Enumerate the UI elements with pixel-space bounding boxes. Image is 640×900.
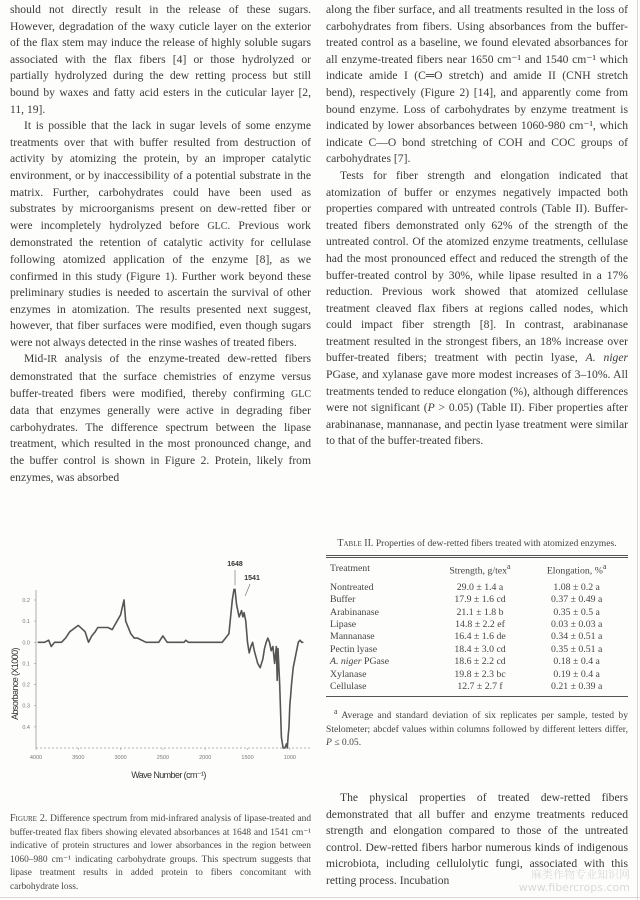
cell-elongation: 0.21 ± 0.39 a xyxy=(550,681,603,693)
header-elongation: Elongation, %$^a$ xyxy=(546,561,607,576)
figure-caption: Figure 2. Difference spectrum from mid-infrared analysis of lipase-treated and buffer-treated flax fibers showing elevated absorbances at 1648 and 1541 cm⁻¹ indicative of protein structures and lower absorbances in the region between 1060–980 cm⁻¹ indicating carbohydrate groups. This spectrum suggests that lipase treatment results in added protein to fibers concomitant with carbohydrate loss. xyxy=(10,813,312,892)
table-footnote: $^a$ Average and standard deviation of six replicates per sample, tested by Stelometer; abcdef values within columns followed by different letters differ, P ≤ 0.05. xyxy=(326,707,628,749)
table-row xyxy=(326,582,628,594)
x-tick-label: 3500 xyxy=(72,755,85,761)
table-row xyxy=(326,644,628,656)
cell-treatment: Pectin lyase xyxy=(330,643,378,655)
y-tick-label: 0.0 xyxy=(22,640,30,647)
x-tick-label: 4000 xyxy=(29,755,43,761)
y-tick-label: 0.1 xyxy=(22,619,30,626)
cell-strength: 18.6 ± 2.2 cd xyxy=(454,656,506,668)
cell-strength: 29.0 ± 1.4 a xyxy=(456,581,504,593)
cell-strength: 19.8 ± 2.3 bc xyxy=(454,668,506,680)
annotation-leader xyxy=(245,584,250,596)
paragraph: The physical properties of treated dew-retted fibers demonstrated that all buffer and enzyme treatments reduced strength and elongation compared to those of the untreated control. Dew-retted fibers harbor numerous kinds of indigenous microbiota, including cellulolytic fungi, associated with this retting process. Incubation xyxy=(326,791,628,887)
cell-treatment: Xylanase xyxy=(330,668,367,680)
header-strength: Strength, g/tex$^a$ xyxy=(449,561,511,576)
table-title: Table II. Properties of dew-retted fibers treated with atomized enzymes. xyxy=(337,538,617,549)
cell-treatment: Mannanase xyxy=(330,631,375,643)
y-tick-label: 0.2 xyxy=(22,598,30,604)
x-tick-label: 2500 xyxy=(156,755,170,761)
header-treatment: Treatment xyxy=(330,563,370,575)
cell-strength: 14.8 ± 2.2 ef xyxy=(455,618,505,630)
cell-elongation: 0.34 ± 0.51 a xyxy=(550,631,603,643)
y-tick-label: 0.3 xyxy=(22,703,30,710)
x-tick-label: 1500 xyxy=(241,755,254,761)
page-edge-right xyxy=(637,0,638,900)
left-column xyxy=(10,2,311,486)
cell-treatment: Buffer xyxy=(330,594,356,606)
x-tick-label: 3000 xyxy=(114,755,127,761)
cell-treatment: Lipase xyxy=(330,618,357,630)
table-ii xyxy=(326,538,628,750)
cell-strength: 16.4 ± 1.6 de xyxy=(454,631,506,643)
table-bottom-rule xyxy=(326,696,628,697)
x-axis-label: Wave Number (cm⁻¹) xyxy=(131,770,206,780)
spectrum-line xyxy=(38,589,304,748)
paragraph: Mid-IR analysis of the enzyme-treated dew-retted fibers demonstrated that the surface chemistries of enzyme versus buffer-treated fibers were modified, thereby confirming GLC data that enzymes generally were active in degrading fiber carbohydrates. The difference spectrum between the lipase treatment, which resulted in the most pronounced change, and the buffer control is shown in Figure 2. Protein, likely from enzymes, was absorbed xyxy=(10,352,311,484)
annotation-label: 1648 xyxy=(227,561,243,568)
cell-strength: 18.4 ± 3.0 cd xyxy=(454,643,506,655)
right-column xyxy=(326,2,628,450)
cell-elongation: 0.35 ± 0.51 a xyxy=(550,643,603,655)
cell-elongation: 0.37 ± 0.49 a xyxy=(550,594,603,606)
cell-elongation: 1.08 ± 0.2 a xyxy=(553,581,600,593)
cell-strength: 17.9 ± 1.6 cd xyxy=(454,594,506,606)
cell-strength: 12.7 ± 2.7 f xyxy=(457,681,503,693)
x-tick-label: 2000 xyxy=(199,755,212,761)
y-tick-label: 0.4 xyxy=(22,724,30,731)
cell-elongation: 0.18 ± 0.4 a xyxy=(553,656,600,668)
cell-elongation: 0.03 ± 0.03 a xyxy=(550,618,603,630)
table-header-row xyxy=(326,558,628,582)
table xyxy=(326,558,628,694)
watermark: 麻类作物专业知识网 www.fibercrops.com xyxy=(518,868,630,894)
paragraph: Tests for fiber strength and elongation indicated that atomization of buffer or enzymes negatively impacted both properties compared with untreated controls (Table II). Buffer-treated fibers demonstrated only 62% of the strength of the untreated control. Of the atomized enzyme treatments, cellulase had the most pronounced effect and reduced the strength of the buffer-treated control by 30%, while lipase resulted in a 17% reduction. Previous work showed that atomized cellulase treatment cleaved flax fibers at regions called nodes, which could impact fiber strength [8]. In contrast, arabinanase treatment resulted in the strongest fibers, an 18% increase over buffer-treated fibers; treatment with pectin lyase, A. niger PGase, and xylanase gave more modest increases of 3–10%. All treatments tended to reduce elongation (%), although differences were not significant (P > 0.05) (Table II). Fiber properties after arabinanase, mannanase, and pectin lyase treatment were similar to that of the buffer-treated fibers. xyxy=(326,168,629,448)
cell-treatment: Arabinanase xyxy=(330,606,379,618)
y-tick-label: 0.2 xyxy=(22,682,30,689)
table-row xyxy=(326,594,628,606)
figure-2-chart xyxy=(6,540,316,805)
page-edge-bottom xyxy=(0,897,640,898)
annotation-label: 1541 xyxy=(244,575,260,582)
cell-treatment: Cellulase xyxy=(330,681,367,693)
table-row xyxy=(326,607,628,619)
cell-strength: 21.1 ± 1.8 b xyxy=(456,606,504,618)
table-row xyxy=(326,631,628,643)
cell-treatment: A. niger PGase xyxy=(330,656,390,668)
cell-elongation: 0.19 ± 0.4 a xyxy=(553,668,600,680)
table-row xyxy=(326,669,628,681)
x-tick-label: 1000 xyxy=(283,755,296,761)
table-row xyxy=(326,656,628,668)
cell-treatment: Nontreated xyxy=(330,581,374,593)
paragraph: along the fiber surface, and all treatments resulted in the loss of carbohydrates from fibers. Using absorbances from the buffer-treated control as a baseline, we found elevated absorbances for all enzyme-treated fibers near 1650 cm⁻¹ and 1540 cm⁻¹ which indicate amide I (C═O stretch) and amide II (CNH stretch bend), respectively (Figure 2) [14], and apparently come from bound enzyme. Loss of carbohydrates by enzyme treatment is indicated by lower absorbances between 1060-980 cm⁻¹, which indicate C—O bond stretching of COH and COC groups of carbohydrates [7]. xyxy=(326,3,628,166)
table-row xyxy=(326,619,628,631)
y-tick-label: 0.1 xyxy=(22,661,30,668)
paragraph: It is possible that the lack in sugar levels of some enzyme treatments over that with buffer resulted from destruction of activity by atomizing the protein, by an improper catalytic environment, or by inaccessibility of a potential substrate in the matrix. Further, carbohydrates could have been used as substrates by microorganisms present on dew-retted fiber or were incompletely hydrolyzed before GLC. Previous work demonstrated the retention of catalytic activity for cellulase following atomized application of the enzyme [8], as we confirmed in this study (Figure 1). Further work beyond these preliminary studies is needed to ascertain the survival of other enzymes in atomization. The results presented next suggest, however, that fiber surfaces were modified, even though sugars were not always detected in the rinse washes of treated fibers. xyxy=(10,119,311,349)
table-row xyxy=(326,681,628,693)
paragraph: should not directly result in the release of these sugars. However, degradation of the waxy cuticle layer on the exterior of the flax stem may induce the release of highly soluble sugars associated with the flax fibers [4] or those hydrolyzed or partially hydrolyzed during the dew retting process but still bound by waxes and fatty acid esters in the cuticular layer [2, 11, 19]. xyxy=(10,3,311,116)
y-axis-label: Absorbance (X1000) xyxy=(10,648,20,720)
cell-elongation: 0.35 ± 0.5 a xyxy=(553,606,600,618)
